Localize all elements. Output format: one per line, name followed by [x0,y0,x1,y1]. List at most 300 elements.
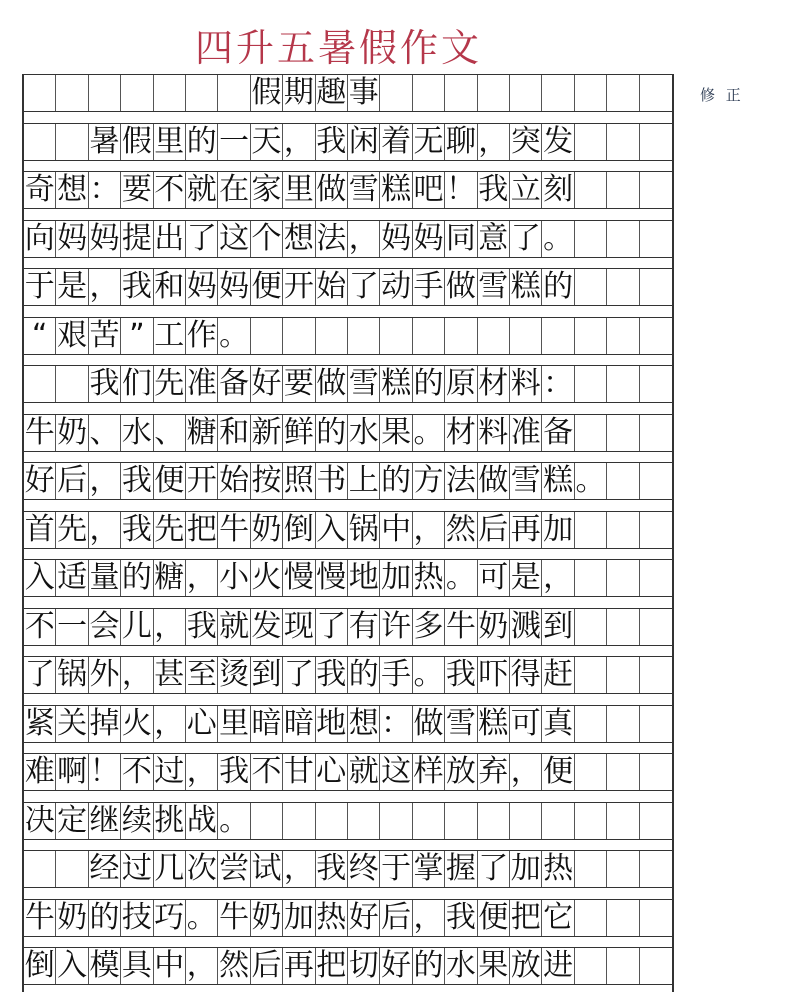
grid-cell: 的 [413,366,444,401]
grid-cell [607,900,639,936]
page-title: 四升五暑假作文 [195,26,483,70]
grid-cell: 法 [445,463,476,498]
grid-cell: 我 [316,657,347,692]
grid-cell: 糕 [381,172,412,207]
grid-cell: 牛 [24,899,55,935]
grid-cell: 期 [283,75,314,110]
grid-cell: ， [121,657,152,692]
grid-cell [640,172,672,208]
grid-cell: 糖 [154,560,185,595]
grid-cell: 我 [121,269,152,304]
grid-cell: 突 [510,123,541,159]
grid-cell: 难 [24,754,55,789]
grid-cell: 次 [186,851,217,886]
grid-row [24,802,672,840]
grid-cell: ， [543,560,574,595]
grid-cell: 巧 [154,899,185,935]
grid-cell: 放 [445,754,476,789]
grid-cell: 鲜 [283,414,314,450]
grid-cell: 雪 [348,366,379,401]
grid-cell: ， [283,123,314,159]
grid-cell: 好 [381,948,412,983]
grid-cell: 里 [283,172,314,207]
grid-row [24,753,672,791]
grid-cell: 趣 [316,75,347,110]
grid-cell [607,269,639,305]
grid-cell: 过 [154,754,185,789]
grid-cell [283,803,315,839]
grid-cell: 暗 [283,705,314,741]
grid-cell: 过 [121,851,152,886]
grid-cell [607,463,639,499]
grid-cell: 先 [154,366,185,401]
grid-cell [607,512,639,548]
grid-cell: 想 [57,172,88,207]
grid-cell [640,609,672,645]
grid-cell: 妈 [57,220,88,256]
grid-cell: 量 [89,560,120,595]
grid-cell: 地 [348,560,379,595]
grid-cell [542,318,574,354]
grid-cell [575,851,607,887]
grid-cell: 至 [186,657,217,692]
grid-cell: 。 [445,560,476,595]
grid-cell [575,366,607,402]
grid-cell: 按 [251,463,282,498]
grid-cell: 做 [316,172,347,207]
grid-cell: 暑 [89,123,120,159]
grid-cell: 火 [121,705,152,741]
grid-cell: 的 [316,414,347,450]
grid-cell: 到 [251,657,282,692]
writing-grid [22,74,674,992]
grid-cell [575,269,607,305]
grid-cell [348,318,380,354]
grid-cell [575,415,607,451]
grid-cell: 握 [445,851,476,886]
grid-cell: 备 [219,366,250,401]
grid-cell: 便 [154,463,185,498]
grid-cell [348,803,380,839]
grid-cell: ” [121,318,153,354]
grid-cell [24,366,56,402]
grid-cell: 我 [186,608,217,644]
grid-cell: 放 [510,948,541,983]
grid-cell: 热 [316,899,347,935]
grid-cell: 水 [445,948,476,983]
grid-cell: 向 [24,220,55,256]
grid-cell: 无 [413,123,444,159]
grid-cell: 妈 [381,220,412,256]
grid-row [24,462,672,500]
grid-cell: 和 [219,414,250,450]
grid-cell [607,560,639,596]
grid-cell: ， [186,948,217,983]
grid-cell: 书 [316,463,347,498]
grid-cell [575,221,607,257]
grid-cell [640,366,672,402]
grid-cell [478,803,510,839]
grid-cell [89,75,121,111]
grid-cell: 糖 [186,414,217,450]
grid-cell: 吧 [413,172,444,207]
grid-cell [575,609,607,645]
grid-cell: 经 [89,851,120,886]
grid-cell [607,948,639,984]
grid-cell: 妈 [186,269,217,304]
grid-cell [640,221,672,257]
grid-cell: 终 [348,851,379,886]
grid-cell [186,75,218,111]
grid-cell: 和 [154,269,185,304]
grid-cell [510,318,542,354]
grid-cell: 备 [543,414,574,450]
grid-cell: 入 [316,511,347,547]
grid-cell: 果 [478,948,509,983]
grid-cell: 啊 [57,754,88,789]
grid-cell: 慢 [283,560,314,595]
grid-cell: 妈 [219,269,250,304]
grid-cell: ： [89,172,120,207]
grid-cell: 妈 [89,220,120,256]
grid-cell: 暗 [251,705,282,741]
grid-cell [607,172,639,208]
grid-cell: 中 [154,948,185,983]
grid-cell: 许 [381,608,412,644]
grid-cell: 加 [381,560,412,595]
grid-cell [607,366,639,402]
grid-cell: 妈 [413,220,444,256]
grid-cell [413,318,445,354]
grid-cell: 有 [348,608,379,644]
grid-cell: 入 [57,948,88,983]
grid-cell [575,172,607,208]
grid-cell: 心 [316,754,347,789]
grid-cell: 弃 [478,754,509,789]
grid-cell: 会 [89,608,120,644]
grid-cell: 准 [510,414,541,450]
grid-cell: 倒 [283,511,314,547]
grid-cell: 不 [154,172,185,207]
grid-cell: 加 [283,899,314,935]
grid-cell: ， [186,560,217,595]
grid-cell: ， [413,899,444,935]
grid-cell: 几 [154,851,185,886]
grid-cell: 切 [348,948,379,983]
grid-cell [607,706,639,742]
grid-cell: 水 [121,414,152,450]
grid-cell: 开 [186,463,217,498]
grid-cell: 了 [348,269,379,304]
grid-cell: 了 [186,220,217,256]
grid-cell [575,803,607,839]
grid-cell: “ [24,318,56,354]
grid-cell: 材 [478,366,509,401]
grid-cell [542,75,574,111]
grid-cell: 聊 [445,123,476,159]
grid-cell: 就 [348,754,379,789]
grid-cell: 我 [219,754,250,789]
grid-cell: 了 [24,657,55,692]
grid-cell [575,124,607,160]
grid-cell: ： [381,705,412,741]
grid-cell: 便 [478,899,509,935]
grid-cell [478,318,510,354]
grid-cell: 锅 [57,657,88,692]
grid-cell: 便 [251,269,282,304]
grid-cell: 挑 [154,802,185,838]
grid-cell: 这 [381,754,412,789]
grid-cell: 法 [316,220,347,256]
grid-cell: 试 [251,851,282,886]
grid-cell: 糕 [478,705,509,741]
grid-cell [575,900,607,936]
grid-cell: 始 [316,269,347,304]
grid-cell: 。 [413,657,444,692]
grid-cell [56,75,88,111]
grid-cell: 提 [121,220,152,256]
grid-cell: ， [154,705,185,741]
grid-cell [607,803,639,839]
grid-cell [445,75,477,111]
grid-cell: 同 [445,220,476,256]
grid-cell [413,803,445,839]
grid-cell: 、 [89,414,120,450]
grid-cell: 它 [543,899,574,935]
grid-cell: 尝 [219,851,250,886]
grid-cell: 。 [413,414,444,450]
grid-cell [575,657,607,693]
grid-cell: 刻 [543,172,574,207]
grid-cell: 做 [478,463,509,498]
grid-cell: 甚 [154,657,185,692]
grid-cell [56,366,88,402]
grid-cell: 果 [381,414,412,450]
grid-cell: 真 [543,705,574,741]
grid-cell [607,221,639,257]
grid-cell: 闲 [348,123,379,159]
grid-cell: 小 [219,560,250,595]
grid-cell: 得 [510,657,541,692]
grid-cell: 于 [381,851,412,886]
grid-cell: 模 [89,948,120,983]
grid-cell: 决 [24,802,55,838]
grid-cell: 奶 [478,608,509,644]
grid-cell [640,706,672,742]
grid-cell: 料 [478,414,509,450]
grid-row [24,220,672,258]
correction-column [670,74,800,992]
grid-cell: ！ [445,172,476,207]
grid-cell: 了 [478,851,509,886]
grid-cell [380,75,412,111]
grid-cell: 后 [478,511,509,547]
grid-cell: 动 [381,269,412,304]
grid-cell: 然 [445,511,476,547]
grid-cell: 便 [543,754,574,789]
grid-cell [607,415,639,451]
grid-cell: 牛 [24,414,55,450]
grid-cell: 的 [348,657,379,692]
grid-cell [640,560,672,596]
grid-cell: 不 [251,754,282,789]
grid-cell: 不 [121,754,152,789]
grid-cell: 后 [57,463,88,498]
grid-cell: 雪 [348,172,379,207]
grid-cell: 艰 [57,317,88,353]
grid-cell: 。 [219,317,250,353]
grid-cell: ！ [89,754,120,789]
grid-cell: 家 [251,172,282,207]
grid-cell: 。 [575,463,606,498]
grid-cell: 上 [348,463,379,498]
grid-cell: 首 [24,511,55,547]
grid-cell: 是 [57,269,88,304]
grid-cell [640,851,672,887]
grid-cell [607,318,639,354]
grid-cell: 牛 [219,899,250,935]
grid-cell: 、 [154,414,185,450]
grid-cell: ， [348,220,379,256]
grid-cell: ， [478,123,509,159]
grid-cell [640,803,672,839]
grid-cell: 新 [251,414,282,450]
grid-row [24,268,672,306]
grid-row [24,850,672,888]
grid-cell: 做 [413,705,444,741]
grid-cell: 技 [121,899,152,935]
grid-cell: 立 [510,172,541,207]
grid-cell: 再 [510,511,541,547]
grid-cell: 们 [121,366,152,401]
grid-cell: 。 [219,802,250,838]
grid-cell: 想 [283,220,314,256]
grid-cell: 的 [543,269,574,304]
grid-cell: 倒 [24,948,55,983]
grid-cell: 赶 [543,657,574,692]
grid-cell: 地 [316,705,347,741]
grid-cell: 样 [413,754,444,789]
grid-cell [640,657,672,693]
grid-cell [640,124,672,160]
grid-cell [607,609,639,645]
grid-cell: 想 [348,705,379,741]
grid-row [24,317,672,355]
grid-row [24,171,672,209]
grid-cell [575,948,607,984]
grid-cell: 的 [381,463,412,498]
grid-cell: 水 [348,414,379,450]
grid-cell: 紧 [24,705,55,741]
grid-cell [24,75,56,111]
grid-cell [445,318,477,354]
grid-cell: 把 [510,899,541,935]
grid-row [24,74,672,112]
grid-cell: 假 [251,75,282,110]
grid-cell: 再 [283,948,314,983]
grid-cell: 照 [283,463,314,498]
grid-cell: 里 [154,123,185,159]
grid-cell: 把 [186,511,217,547]
grid-cell: 锅 [348,511,379,547]
grid-cell: 的 [186,123,217,159]
grid-cell [316,318,348,354]
grid-cell: 于 [24,269,55,304]
grid-cell: 个 [251,220,282,256]
grid-cell: 的 [121,560,152,595]
grid-cell: 原 [445,366,476,401]
grid-cell [56,851,88,887]
grid-cell: 溅 [510,608,541,644]
grid-cell: 手 [381,657,412,692]
grid-cell: 奶 [57,899,88,935]
grid-cell: 就 [186,172,217,207]
grid-row [24,656,672,694]
grid-cell: 是 [510,560,541,595]
grid-cell: 工 [154,317,185,353]
grid-cell: 我 [478,172,509,207]
grid-cell [24,124,56,160]
grid-cell: 先 [57,511,88,547]
grid-cell [510,75,542,111]
grid-cell [607,75,639,111]
grid-cell: 雪 [510,463,541,498]
grid-cell: 适 [57,560,88,595]
grid-cell [283,318,315,354]
grid-cell: 手 [413,269,444,304]
grid-cell [575,318,607,354]
grid-cell: 定 [57,802,88,838]
grid-cell: 中 [381,511,412,547]
grid-row [24,559,672,597]
grid-row [24,608,672,646]
grid-cell: 发 [251,608,282,644]
grid-cell: 着 [381,123,412,159]
grid-cell: 继 [89,802,120,838]
grid-cell: 就 [219,608,250,644]
grid-cell: ： [543,366,574,401]
grid-cell: 掉 [89,705,120,741]
grid-cell: 进 [543,948,574,983]
grid-cell: 具 [121,948,152,983]
grid-cell: 烫 [219,657,250,692]
grid-cell: ， [154,608,185,644]
grid-row [24,947,672,985]
grid-cell: 。 [543,220,574,256]
grid-cell: 奇 [24,172,55,207]
grid-cell: 要 [121,172,152,207]
grid-cell: 好 [348,899,379,935]
grid-cell: 热 [543,851,574,886]
grid-row [24,511,672,549]
grid-cell: 掌 [413,851,444,886]
grid-cell [607,657,639,693]
grid-cell [575,75,607,111]
grid-row [24,365,672,403]
grid-cell: ， [510,754,541,789]
grid-cell: 可 [510,705,541,741]
grid-cell [413,75,445,111]
grid-cell: ， [186,754,217,789]
grid-row [24,123,672,161]
grid-cell: 我 [316,851,347,886]
grid-cell: 的 [413,948,444,983]
grid-cell [218,75,250,111]
grid-cell: 这 [219,220,250,256]
grid-cell [251,318,283,354]
grid-cell [575,706,607,742]
grid-cell: 糕 [543,463,574,498]
